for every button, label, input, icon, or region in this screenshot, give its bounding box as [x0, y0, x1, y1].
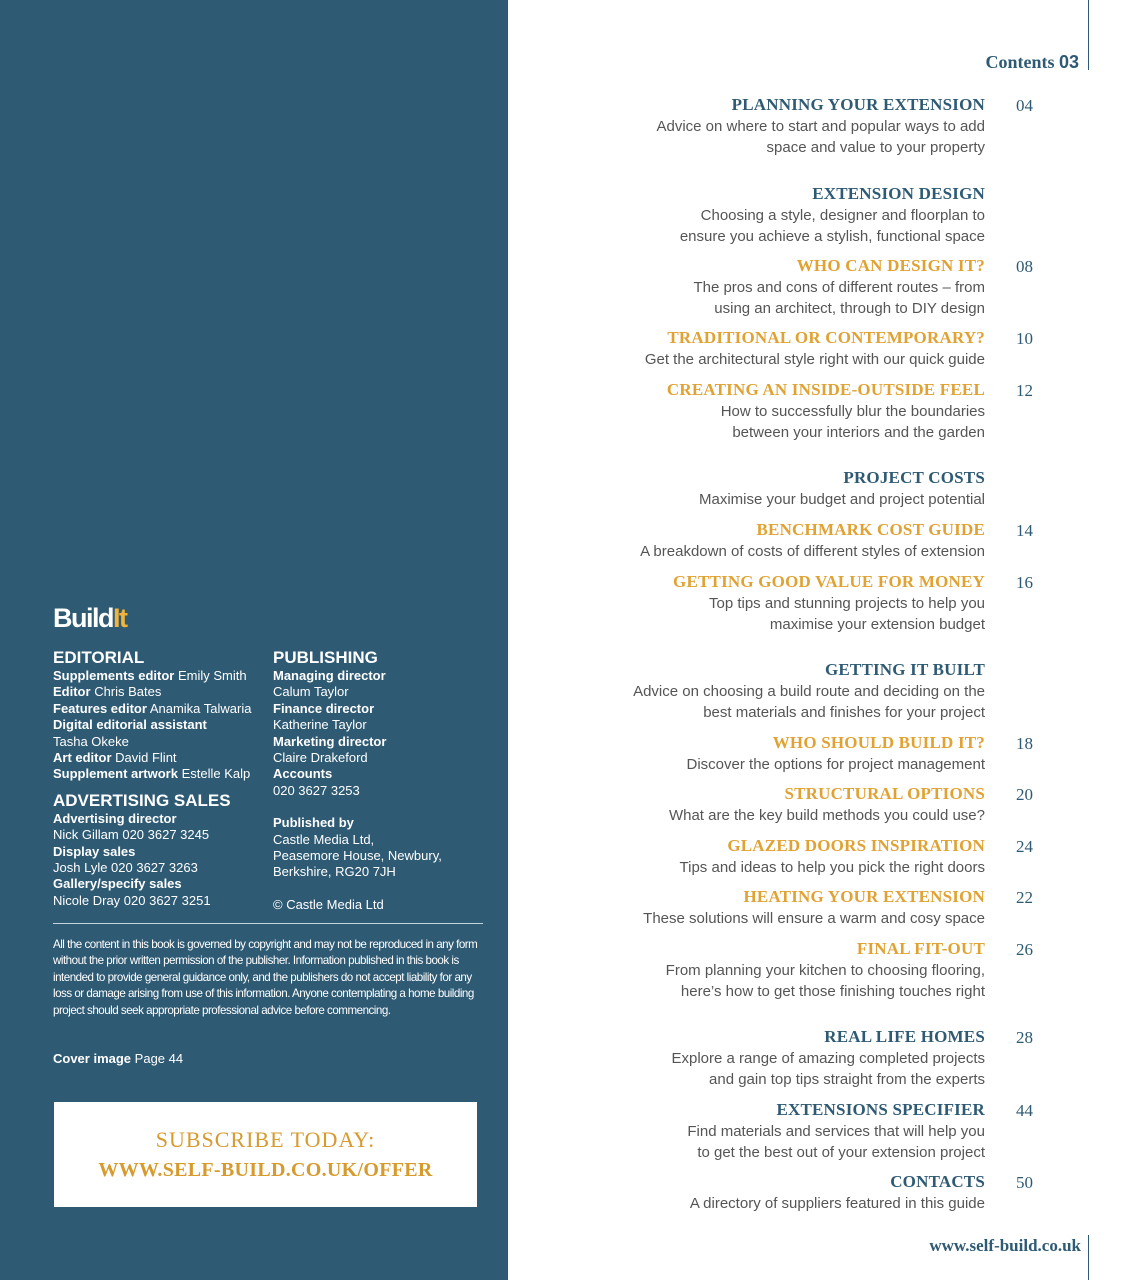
toc-description: Advice on choosing a build route and deciding on the [633, 683, 985, 700]
subscribe-box[interactable] [54, 1102, 477, 1207]
toc-description: between your interiors and the garden [732, 424, 985, 441]
masthead-panel [0, 0, 508, 1280]
page-header [985, 52, 1079, 72]
toc-description: and gain top tips straight from the experts [709, 1071, 985, 1088]
person: Nick Gillam 020 3627 3245 [53, 827, 210, 843]
credit-line [273, 734, 483, 750]
address-line: Berkshire, RG20 7JH [273, 864, 396, 880]
page-number: 03 [1058, 52, 1079, 72]
page-edge-rule-bottom [1088, 1235, 1089, 1280]
toc-entry[interactable] [595, 572, 985, 635]
cover-label: Cover image [53, 1051, 132, 1066]
toc-description: These solutions will ensure a warm and cosy space [643, 910, 985, 927]
toc-entry[interactable] [595, 184, 985, 247]
role: Display sales [53, 843, 136, 859]
role: Advertising director [53, 810, 177, 826]
toc-title[interactable]: PLANNING YOUR EXTENSION [731, 95, 985, 114]
toc-description: A breakdown of costs of different styles of extension [640, 543, 985, 560]
role: Art editor [53, 750, 112, 766]
toc-description: A directory of suppliers featured in this guide [689, 1195, 985, 1212]
person: Katherine Taylor [273, 717, 367, 733]
toc-entry[interactable] [595, 95, 985, 158]
person: Emily Smith [177, 668, 247, 683]
toc-page-number[interactable]: 04 [1016, 96, 1033, 115]
toc-page-number[interactable]: 18 [1016, 734, 1033, 753]
person: David Flint [115, 750, 177, 766]
subscribe-link[interactable]: WWW.SELF-BUILD.CO.UK/OFFER [98, 1159, 433, 1181]
toc-description: using an architect, through to DIY design [714, 300, 985, 317]
credit-line [273, 701, 483, 717]
toc-entry[interactable] [595, 520, 985, 562]
role: Managing director [273, 668, 386, 683]
person: Josh Lyle 020 3627 3263 [53, 860, 198, 876]
toc-title[interactable]: BENCHMARK COST GUIDE [756, 520, 985, 539]
role: Editor [53, 684, 91, 700]
toc-entry[interactable] [595, 660, 985, 723]
credit-line [53, 684, 271, 700]
toc-description: Choosing a style, designer and floorplan to [700, 207, 985, 224]
toc-description: Top tips and stunning projects to help you [708, 595, 985, 612]
role: Finance director [273, 700, 375, 716]
toc-title[interactable]: GLAZED DOORS INSPIRATION [727, 836, 985, 855]
credit-line [273, 668, 483, 684]
person: Estelle Kalp [181, 766, 251, 782]
role: Marketing director [273, 733, 387, 749]
toc-description: From planning your kitchen to choosing flooring, [665, 962, 985, 979]
credit-line [273, 750, 483, 766]
divider [53, 923, 483, 924]
person: Nicole Dray 020 3627 3251 [53, 892, 211, 908]
toc-entry[interactable] [595, 328, 985, 370]
toc-description: Advice on where to start and popular ways to add [656, 118, 985, 135]
toc-description: Discover the options for project management [686, 756, 985, 773]
toc-description: to get the best out of your extension project [697, 1144, 985, 1161]
toc-description: space and value to your property [766, 139, 985, 156]
credit-line [53, 844, 271, 860]
toc-description: here’s how to get those finishing touches right [680, 983, 985, 1000]
toc-entry[interactable] [595, 836, 985, 878]
role: Features editor [53, 700, 147, 716]
role: Supplements editor [53, 668, 175, 683]
page-edge-rule-top [1088, 0, 1089, 70]
credit-line [53, 876, 271, 892]
credit-line [53, 717, 271, 733]
toc-title[interactable]: WHO SHOULD BUILD IT? [772, 733, 985, 752]
role: Supplement artwork [53, 766, 178, 782]
toc-entry[interactable] [595, 939, 985, 1002]
person: 020 3627 3253 [273, 782, 360, 798]
toc-entry[interactable] [595, 380, 985, 443]
toc-page-number[interactable]: 14 [1016, 521, 1033, 540]
copyright-disclaimer: All the content in this book is governed by copyright and may not be reproduced in any form without the prior written permission of the publisher. Information published in this book is intended to provide general guidance only, and the publishers do not accept liability for any loss or damage arising from use of this information. Anyone contemplating a home building project should seek appropriate professional advice before commencing. [53, 938, 478, 1017]
toc-page-number[interactable]: 22 [1016, 888, 1033, 907]
credit-line [273, 684, 483, 700]
toc-entry[interactable] [595, 1027, 985, 1090]
role: Gallery/specify sales [53, 876, 182, 892]
credit-line [53, 860, 271, 876]
toc-description: The pros and cons of different routes – from [693, 279, 985, 296]
person: Claire Drakeford [273, 750, 368, 766]
toc-title[interactable]: PROJECT COSTS [843, 468, 985, 487]
publishing-column [273, 648, 483, 913]
toc-entry[interactable] [595, 1100, 985, 1163]
copyright: © Castle Media Ltd [273, 896, 384, 912]
toc-entry[interactable] [595, 784, 985, 826]
toc-entry[interactable] [595, 468, 985, 510]
credit-line [53, 668, 271, 684]
address-line: Castle Media Ltd, [273, 831, 375, 847]
subscribe-heading: SUBSCRIBE TODAY: [155, 1127, 376, 1152]
editorial-heading: EDITORIAL [53, 648, 145, 667]
toc-page-number[interactable]: 12 [1016, 381, 1033, 400]
toc-entry[interactable] [595, 1172, 985, 1214]
credit-line [53, 811, 271, 827]
toc-title[interactable]: GETTING IT BUILT [824, 660, 985, 679]
credit-line [53, 893, 271, 909]
toc-description: Get the architectural style right with our quick guide [644, 351, 985, 368]
logo-it: It [113, 603, 127, 633]
toc-title[interactable]: EXTENSIONS SPECIFIER [776, 1100, 985, 1119]
credit-line [53, 734, 271, 750]
toc-page-number[interactable]: 44 [1016, 1101, 1033, 1120]
build-it-logo [53, 603, 127, 633]
toc-page-number[interactable]: 50 [1016, 1173, 1033, 1192]
toc-title[interactable]: CONTACTS [890, 1172, 985, 1191]
credit-line [273, 783, 483, 799]
credit-line [273, 717, 483, 733]
cover-value: Page 44 [134, 1051, 184, 1066]
credit-line [53, 827, 271, 843]
toc-description: How to successfully blur the boundaries [720, 403, 985, 420]
toc-title[interactable]: STRUCTURAL OPTIONS [784, 784, 985, 803]
toc-title[interactable]: TRADITIONAL OR CONTEMPORARY? [667, 328, 985, 347]
publishing-heading: PUBLISHING [273, 648, 378, 667]
toc-page-number[interactable]: 26 [1016, 940, 1033, 959]
toc-page-number[interactable]: 08 [1016, 257, 1033, 276]
toc-entry[interactable] [595, 256, 985, 319]
credit-line [53, 750, 271, 766]
toc-title[interactable]: HEATING YOUR EXTENSION [743, 887, 985, 906]
toc-title[interactable]: EXTENSION DESIGN [812, 184, 985, 203]
person: Tasha Okeke [53, 733, 129, 749]
toc-title[interactable]: REAL LIFE HOMES [824, 1027, 985, 1046]
role: Published by [273, 815, 354, 831]
logo-build: Build [53, 603, 113, 633]
contents-label: Contents [985, 52, 1055, 72]
person: Chris Bates [94, 684, 162, 700]
footer-url[interactable]: www.self-build.co.uk [929, 1236, 1081, 1255]
editorial-column [53, 648, 271, 909]
toc-title[interactable]: GETTING GOOD VALUE FOR MONEY [673, 572, 985, 591]
toc-description: Find materials and services that will help you [687, 1123, 985, 1140]
toc-page-number[interactable]: 20 [1016, 785, 1033, 804]
toc-title[interactable]: CREATING AN INSIDE-OUTSIDE FEEL [666, 380, 985, 399]
toc-page-number[interactable]: 28 [1016, 1028, 1033, 1047]
toc-description: best materials and finishes for your project [703, 704, 985, 721]
toc-description: maximise your extension budget [769, 616, 985, 633]
credit-line [53, 766, 271, 782]
address-line: Peasemore House, Newbury, [273, 848, 442, 864]
toc-title[interactable]: WHO CAN DESIGN IT? [796, 256, 985, 275]
toc-entry[interactable] [595, 887, 985, 929]
credit-line [53, 701, 271, 717]
toc-description: What are the key build methods you could use? [668, 807, 985, 824]
toc-entry[interactable] [595, 733, 985, 775]
toc-description: ensure you achieve a stylish, functional space [679, 228, 985, 245]
toc-title[interactable]: FINAL FIT-OUT [856, 939, 985, 958]
toc-page-number[interactable]: 24 [1016, 837, 1033, 856]
role: Accounts [273, 766, 333, 782]
advertising-heading: ADVERTISING SALES [53, 790, 231, 810]
toc-page-number[interactable]: 16 [1016, 573, 1033, 592]
toc-page-number[interactable]: 10 [1016, 329, 1033, 348]
toc-description: Explore a range of amazing completed projects [671, 1050, 985, 1067]
role: Digital editorial assistant [53, 717, 207, 733]
cover-image-credit [53, 1050, 183, 1067]
toc-description: Maximise your budget and project potential [699, 491, 985, 508]
credit-line [273, 815, 483, 831]
toc-description: Tips and ideas to help you pick the right doors [679, 859, 985, 876]
person: Calum Taylor [273, 684, 349, 700]
credit-line [273, 766, 483, 782]
person: Anamika Talwaria [149, 700, 252, 716]
